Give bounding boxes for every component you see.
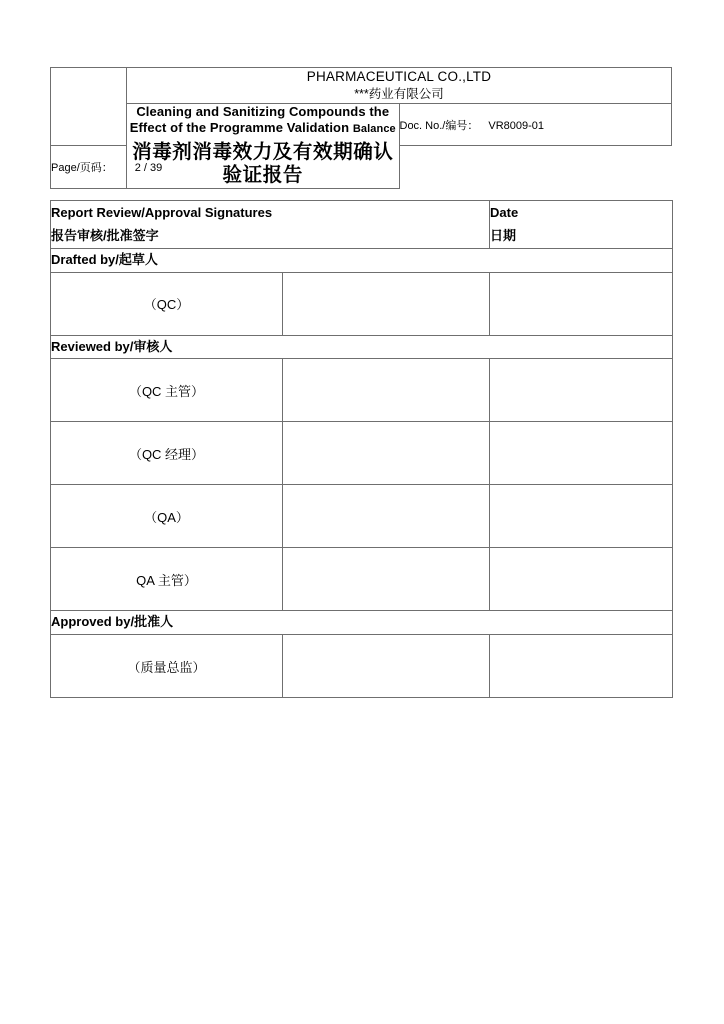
table-row xyxy=(51,272,673,335)
page-number-cell xyxy=(51,146,163,188)
signature-table-header-row xyxy=(51,201,673,249)
date-field-qa-supervisor[interactable] xyxy=(490,548,673,611)
doc-number-label: Doc. No./编号： xyxy=(399,119,479,132)
table-row xyxy=(51,548,673,611)
section-heading-reviewed-by: Reviewed by/审核人 xyxy=(51,335,673,359)
date-field-qc[interactable] xyxy=(490,272,673,335)
date-field-qc-manager[interactable] xyxy=(490,422,673,485)
table-row xyxy=(51,485,673,548)
date-header-chinese: 日期 xyxy=(490,228,517,244)
signature-field-qc-manager[interactable] xyxy=(283,422,490,485)
signature-field-qc[interactable] xyxy=(283,272,490,335)
document-title-english xyxy=(127,104,399,137)
signature-field-quality-director[interactable] xyxy=(283,635,490,698)
document-title-english-line1: Cleaning and Sanitizing Compounds the Effect of the xyxy=(129,104,390,136)
header-company-row xyxy=(51,68,672,104)
logo-cell xyxy=(51,68,127,146)
header-title-row xyxy=(51,104,672,146)
document-header-table xyxy=(50,67,672,189)
document-title-cell xyxy=(127,104,400,189)
page-number-label: Page/页码： xyxy=(51,162,113,175)
signature-field-qa[interactable] xyxy=(283,485,490,548)
doc-number-cell xyxy=(399,104,672,146)
section-heading-row xyxy=(51,248,673,272)
table-row xyxy=(51,359,673,422)
document-title-chinese: 消毒剂消毒效力及有效期确认验证报告 xyxy=(132,141,394,187)
signature-field-qa-supervisor[interactable] xyxy=(283,548,490,611)
signatures-header-english: Report Review/Approval Signatures xyxy=(51,205,273,220)
role-label-qc-supervisor: （QC 主管） xyxy=(51,359,283,422)
section-heading-row xyxy=(51,611,673,635)
date-field-qa[interactable] xyxy=(490,485,673,548)
table-row xyxy=(51,635,673,698)
role-label-qa-supervisor: QA 主管） xyxy=(51,548,283,611)
section-heading-row xyxy=(51,335,673,359)
date-field-quality-director[interactable] xyxy=(490,635,673,698)
company-name-cell xyxy=(127,68,672,104)
role-label-qc: （QC） xyxy=(51,272,283,335)
role-label-qa: （QA） xyxy=(51,485,283,548)
company-name-english: PHARMACEUTICAL CO.,LTD xyxy=(306,69,492,84)
company-name-chinese: ***药业有限公司 xyxy=(354,87,444,102)
signatures-header-cell xyxy=(51,201,490,249)
signature-table xyxy=(50,200,673,698)
signature-field-qc-supervisor[interactable] xyxy=(283,359,490,422)
table-row xyxy=(51,422,673,485)
section-heading-drafted-by: Drafted by/起草人 xyxy=(51,248,673,272)
date-field-qc-supervisor[interactable] xyxy=(490,359,673,422)
date-header-english: Date xyxy=(490,205,519,220)
doc-number-value: VR8009-01 xyxy=(488,119,545,132)
role-label-qc-manager: （QC 经理） xyxy=(51,422,283,485)
document-title-english-balance: Balance xyxy=(352,123,396,136)
signatures-header-chinese: 报告审核/批准签字 xyxy=(51,228,159,244)
role-label-quality-director: （质量总监） xyxy=(51,635,283,698)
page-number-value: 2 / 39 xyxy=(134,162,163,175)
section-heading-approved-by: Approved by/批准人 xyxy=(51,611,673,635)
date-header-cell xyxy=(490,201,673,249)
document-title-english-line2: Programme Validation xyxy=(209,120,350,136)
